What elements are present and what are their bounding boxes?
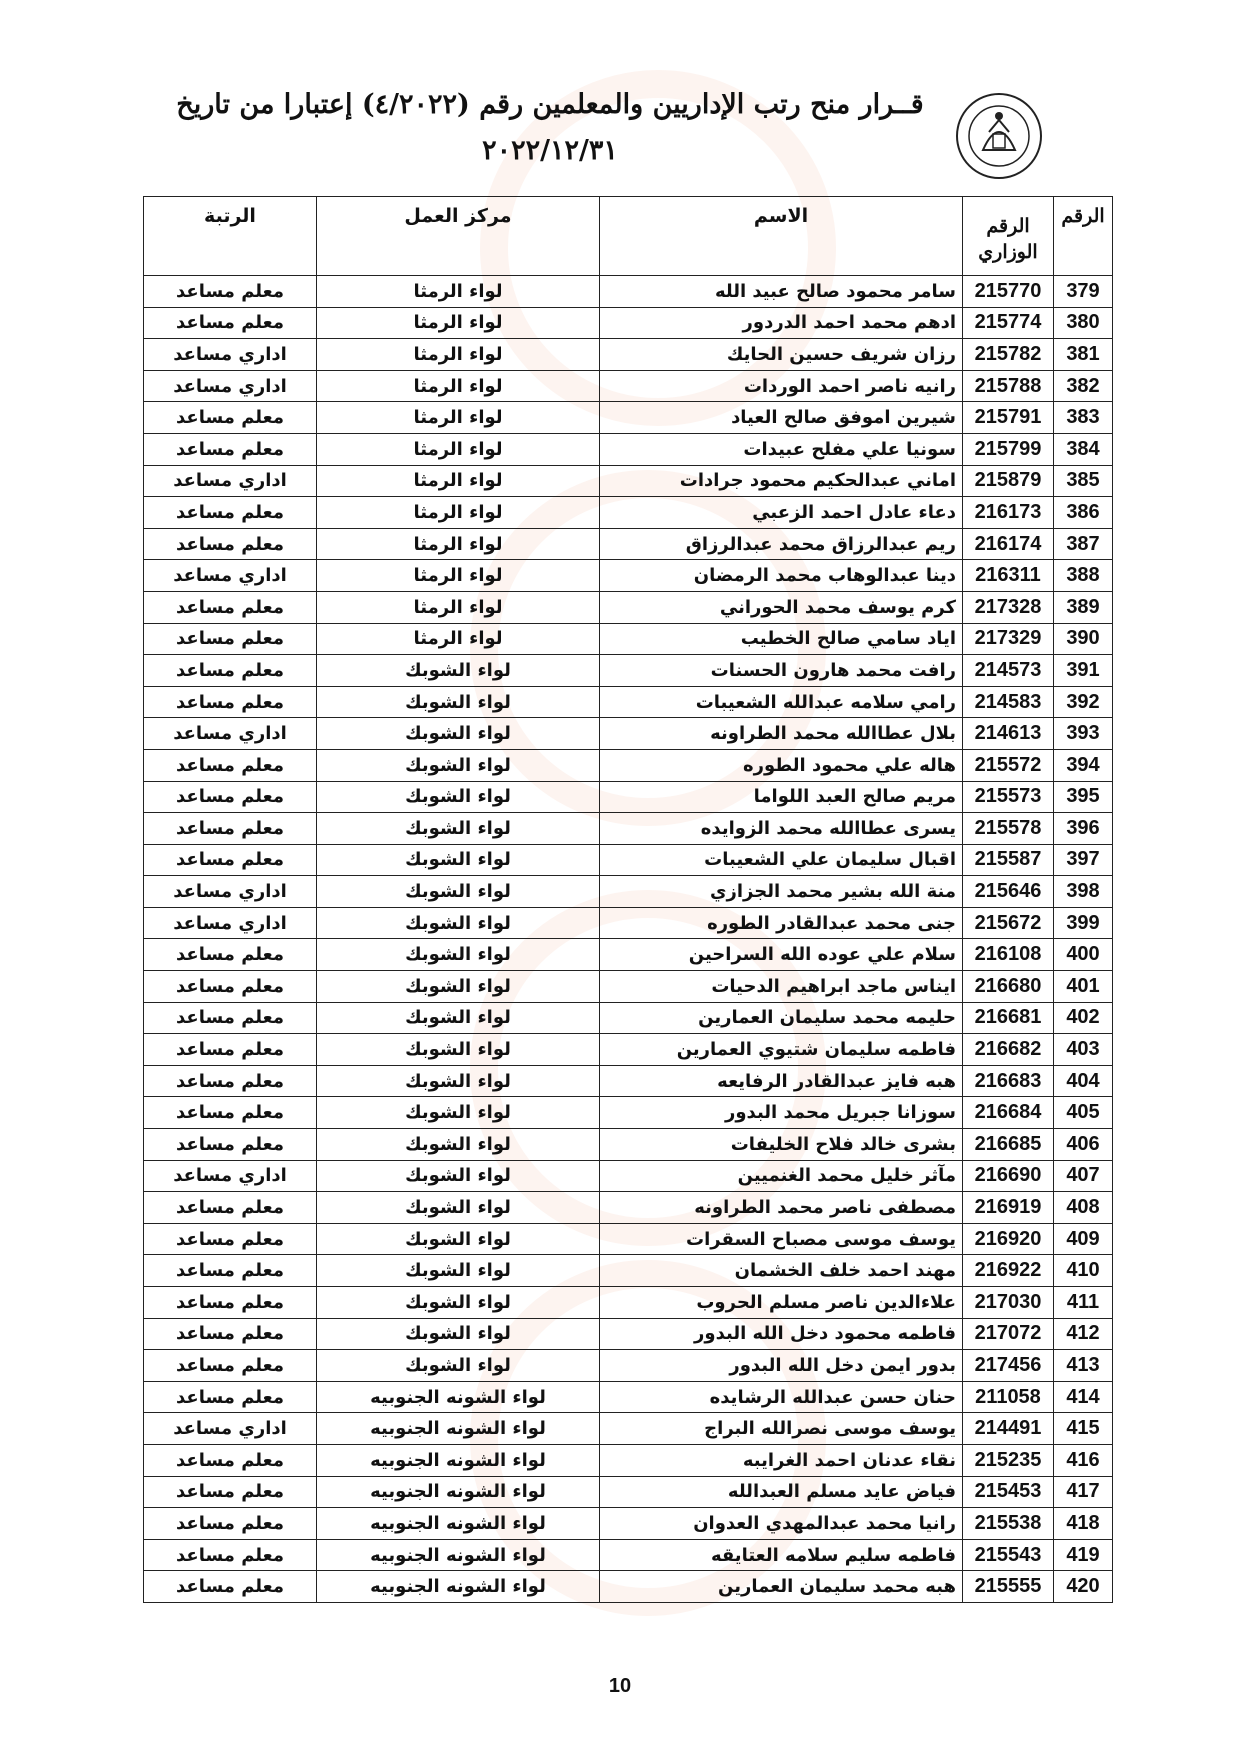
cell-rank: معلم مساعد xyxy=(144,1223,317,1255)
cell-workplace: لواء الرمثا xyxy=(317,465,600,497)
cell-ministry-id: 215587 xyxy=(963,844,1054,876)
cell-workplace: لواء الشوبك xyxy=(317,1034,600,1066)
table-row xyxy=(144,1444,1113,1476)
cell-workplace: لواء الشوبك xyxy=(317,718,600,750)
cell-rank: معلم مساعد xyxy=(144,1476,317,1508)
cell-workplace: لواء الرمثا xyxy=(317,497,600,529)
table-row xyxy=(144,528,1113,560)
cell-workplace: لواء الرمثا xyxy=(317,402,600,434)
cell-ministry-id: 216680 xyxy=(963,971,1054,1003)
cell-name: مريم صالح العبد اللواما xyxy=(600,781,963,813)
header-no: الرقم xyxy=(1054,197,1113,276)
table-row xyxy=(144,876,1113,908)
cell-ministry-id: 214573 xyxy=(963,655,1054,687)
header-workplace: مركز العمل xyxy=(317,197,600,276)
table-row xyxy=(144,971,1113,1003)
table-row xyxy=(144,497,1113,529)
cell-workplace: لواء الرمثا xyxy=(317,560,600,592)
cell-ministry-id: 216919 xyxy=(963,1192,1054,1224)
cell-ministry-id: 216683 xyxy=(963,1065,1054,1097)
cell-ministry-id: 217072 xyxy=(963,1318,1054,1350)
cell-rank: معلم مساعد xyxy=(144,844,317,876)
cell-name: بدور ايمن دخل الله البدور xyxy=(600,1350,963,1382)
cell-no: 379 xyxy=(1054,276,1113,308)
cell-name: حليمه محمد سليمان العمارين xyxy=(600,1002,963,1034)
cell-ministry-id: 214613 xyxy=(963,718,1054,750)
cell-no: 381 xyxy=(1054,339,1113,371)
cell-rank: معلم مساعد xyxy=(144,1255,317,1287)
header-id-line-2: الوزاري xyxy=(978,242,1038,263)
cell-ministry-id: 216922 xyxy=(963,1255,1054,1287)
table-row xyxy=(144,1129,1113,1161)
cell-workplace: لواء الرمثا xyxy=(317,339,600,371)
cell-rank: اداري مساعد xyxy=(144,370,317,402)
cell-no: 407 xyxy=(1054,1160,1113,1192)
cell-name: ادهم محمد احمد الدردور xyxy=(600,307,963,339)
table-row xyxy=(144,844,1113,876)
table-row xyxy=(144,1381,1113,1413)
cell-ministry-id: 216685 xyxy=(963,1129,1054,1161)
cell-no: 383 xyxy=(1054,402,1113,434)
cell-name: سلام علي عوده الله السراحين xyxy=(600,939,963,971)
cell-ministry-id: 216108 xyxy=(963,939,1054,971)
cell-name: رانيا محمد عبدالمهدي العدوان xyxy=(600,1508,963,1540)
cell-rank: معلم مساعد xyxy=(144,1318,317,1350)
cell-name: جنى محمد عبدالقادر الطوره xyxy=(600,907,963,939)
table-row xyxy=(144,686,1113,718)
table-row xyxy=(144,1476,1113,1508)
cell-rank: معلم مساعد xyxy=(144,307,317,339)
cell-workplace: لواء الشونه الجنوبيه xyxy=(317,1508,600,1540)
cell-ministry-id: 215672 xyxy=(963,907,1054,939)
table-row xyxy=(144,1160,1113,1192)
cell-workplace: لواء الشوبك xyxy=(317,1065,600,1097)
cell-rank: معلم مساعد xyxy=(144,1571,317,1603)
cell-rank: اداري مساعد xyxy=(144,876,317,908)
table-row xyxy=(144,433,1113,465)
cell-ministry-id: 215782 xyxy=(963,339,1054,371)
cell-no: 410 xyxy=(1054,1255,1113,1287)
cell-workplace: لواء الشوبك xyxy=(317,1002,600,1034)
table-row xyxy=(144,307,1113,339)
cell-no: 393 xyxy=(1054,718,1113,750)
cell-name: سامر محمود صالح عبيد الله xyxy=(600,276,963,308)
cell-workplace: لواء الرمثا xyxy=(317,528,600,560)
cell-ministry-id: 216311 xyxy=(963,560,1054,592)
cell-rank: معلم مساعد xyxy=(144,781,317,813)
cell-no: 409 xyxy=(1054,1223,1113,1255)
table-header-row xyxy=(144,197,1113,276)
cell-rank: معلم مساعد xyxy=(144,591,317,623)
cell-rank: معلم مساعد xyxy=(144,1539,317,1571)
page-title xyxy=(150,82,950,174)
cell-name: اقبال سليمان علي الشعيبات xyxy=(600,844,963,876)
cell-rank: معلم مساعد xyxy=(144,623,317,655)
cell-workplace: لواء الشونه الجنوبيه xyxy=(317,1381,600,1413)
cell-ministry-id: 215572 xyxy=(963,749,1054,781)
cell-name: مآثر خليل محمد الغنميين xyxy=(600,1160,963,1192)
cell-workplace: لواء الشوبك xyxy=(317,1255,600,1287)
cell-workplace: لواء الشوبك xyxy=(317,1160,600,1192)
cell-rank: اداري مساعد xyxy=(144,339,317,371)
ministry-seal-icon xyxy=(955,92,1043,180)
cell-ministry-id: 215578 xyxy=(963,813,1054,845)
cell-name: ايناس ماجد ابراهيم الدحيات xyxy=(600,971,963,1003)
cell-ministry-id: 216681 xyxy=(963,1002,1054,1034)
cell-name: مهند احمد خلف الخشمان xyxy=(600,1255,963,1287)
table-row xyxy=(144,1413,1113,1445)
cell-no: 387 xyxy=(1054,528,1113,560)
cell-ministry-id: 215791 xyxy=(963,402,1054,434)
cell-name: فياض عايد مسلم العبدالله xyxy=(600,1476,963,1508)
cell-no: 392 xyxy=(1054,686,1113,718)
cell-name: شيرين اموفق صالح العياد xyxy=(600,402,963,434)
cell-name: يوسف موسى نصرالله البراج xyxy=(600,1413,963,1445)
cell-workplace: لواء الرمثا xyxy=(317,276,600,308)
table-row xyxy=(144,1223,1113,1255)
cell-ministry-id: 214491 xyxy=(963,1413,1054,1445)
cell-ministry-id: 217328 xyxy=(963,591,1054,623)
table-row xyxy=(144,623,1113,655)
cell-ministry-id: 215543 xyxy=(963,1539,1054,1571)
cell-no: 416 xyxy=(1054,1444,1113,1476)
cell-no: 386 xyxy=(1054,497,1113,529)
cell-ministry-id: 215453 xyxy=(963,1476,1054,1508)
cell-name: هبه محمد سليمان العمارين xyxy=(600,1571,963,1603)
cell-workplace: لواء الشوبك xyxy=(317,907,600,939)
cell-name: هبه فايز عبدالقادر الرفايعه xyxy=(600,1065,963,1097)
cell-workplace: لواء الشوبك xyxy=(317,939,600,971)
cell-name: اياد سامي صالح الخطيب xyxy=(600,623,963,655)
cell-name: علاءالدين ناصر مسلم الحروب xyxy=(600,1287,963,1319)
cell-no: 414 xyxy=(1054,1381,1113,1413)
cell-rank: معلم مساعد xyxy=(144,1129,317,1161)
cell-ministry-id: 216174 xyxy=(963,528,1054,560)
cell-ministry-id: 217329 xyxy=(963,623,1054,655)
cell-workplace: لواء الشوبك xyxy=(317,1097,600,1129)
cell-no: 399 xyxy=(1054,907,1113,939)
cell-rank: معلم مساعد xyxy=(144,276,317,308)
header-id-line-1: الرقم xyxy=(986,216,1030,237)
cell-name: حنان حسن عبدالله الرشايده xyxy=(600,1381,963,1413)
cell-workplace: لواء الرمثا xyxy=(317,307,600,339)
cell-rank: معلم مساعد xyxy=(144,686,317,718)
cell-rank: معلم مساعد xyxy=(144,749,317,781)
cell-workplace: لواء الشوبك xyxy=(317,1223,600,1255)
cell-rank: معلم مساعد xyxy=(144,971,317,1003)
cell-name: رانيه ناصر احمد الوردات xyxy=(600,370,963,402)
table-row xyxy=(144,655,1113,687)
cell-workplace: لواء الشوبك xyxy=(317,876,600,908)
cell-no: 380 xyxy=(1054,307,1113,339)
cell-name: نقاء عدنان احمد الغرايبه xyxy=(600,1444,963,1476)
table-row xyxy=(144,939,1113,971)
cell-rank: معلم مساعد xyxy=(144,528,317,560)
cell-no: 418 xyxy=(1054,1508,1113,1540)
cell-no: 403 xyxy=(1054,1034,1113,1066)
table-row xyxy=(144,813,1113,845)
cell-no: 384 xyxy=(1054,433,1113,465)
cell-workplace: لواء الشوبك xyxy=(317,1192,600,1224)
cell-name: رافت محمد هارون الحسنات xyxy=(600,655,963,687)
cell-ministry-id: 216690 xyxy=(963,1160,1054,1192)
cell-no: 394 xyxy=(1054,749,1113,781)
cell-name: كرم يوسف محمد الحوراني xyxy=(600,591,963,623)
cell-ministry-id: 215879 xyxy=(963,465,1054,497)
cell-name: سوزانا جبريل محمد البدور xyxy=(600,1097,963,1129)
cell-name: رزان شريف حسين الحايك xyxy=(600,339,963,371)
cell-no: 389 xyxy=(1054,591,1113,623)
header-ministry-id xyxy=(963,197,1054,276)
cell-workplace: لواء الشوبك xyxy=(317,813,600,845)
cell-workplace: لواء الشوبك xyxy=(317,655,600,687)
cell-name: فاطمه محمود دخل الله البدور xyxy=(600,1318,963,1350)
cell-ministry-id: 215555 xyxy=(963,1571,1054,1603)
cell-no: 388 xyxy=(1054,560,1113,592)
table-row xyxy=(144,1350,1113,1382)
cell-rank: معلم مساعد xyxy=(144,813,317,845)
cell-rank: معلم مساعد xyxy=(144,1034,317,1066)
cell-rank: اداري مساعد xyxy=(144,1160,317,1192)
header-rank: الرتبة xyxy=(144,197,317,276)
table-row xyxy=(144,749,1113,781)
cell-name: منة الله بشير محمد الجزازي xyxy=(600,876,963,908)
table-row xyxy=(144,1192,1113,1224)
cell-rank: معلم مساعد xyxy=(144,1097,317,1129)
table-row xyxy=(144,560,1113,592)
cell-ministry-id: 214583 xyxy=(963,686,1054,718)
cell-no: 408 xyxy=(1054,1192,1113,1224)
cell-rank: معلم مساعد xyxy=(144,1508,317,1540)
table-row xyxy=(144,276,1113,308)
cell-workplace: لواء الشوبك xyxy=(317,1350,600,1382)
cell-ministry-id: 216920 xyxy=(963,1223,1054,1255)
table-row xyxy=(144,370,1113,402)
ranks-table xyxy=(143,196,1113,1603)
table-row xyxy=(144,339,1113,371)
cell-name: فاطمه سليمان شتيوي العمارين xyxy=(600,1034,963,1066)
table-row xyxy=(144,1255,1113,1287)
cell-no: 385 xyxy=(1054,465,1113,497)
table-row xyxy=(144,591,1113,623)
cell-no: 405 xyxy=(1054,1097,1113,1129)
cell-rank: اداري مساعد xyxy=(144,1413,317,1445)
cell-workplace: لواء الرمثا xyxy=(317,433,600,465)
cell-workplace: لواء الشوبك xyxy=(317,1318,600,1350)
cell-name: ريم عبدالرزاق محمد عبدالرزاق xyxy=(600,528,963,560)
cell-no: 420 xyxy=(1054,1571,1113,1603)
cell-no: 396 xyxy=(1054,813,1113,845)
cell-ministry-id: 215573 xyxy=(963,781,1054,813)
cell-workplace: لواء الشونه الجنوبيه xyxy=(317,1413,600,1445)
cell-rank: اداري مساعد xyxy=(144,907,317,939)
cell-name: يسرى عطاالله محمد الزوايده xyxy=(600,813,963,845)
cell-no: 419 xyxy=(1054,1539,1113,1571)
cell-rank: معلم مساعد xyxy=(144,1065,317,1097)
cell-no: 398 xyxy=(1054,876,1113,908)
cell-name: بلال عطاالله محمد الطراونه xyxy=(600,718,963,750)
cell-no: 395 xyxy=(1054,781,1113,813)
cell-workplace: لواء الرمثا xyxy=(317,591,600,623)
table-row xyxy=(144,781,1113,813)
cell-workplace: لواء الشوبك xyxy=(317,971,600,1003)
cell-ministry-id: 215799 xyxy=(963,433,1054,465)
cell-no: 417 xyxy=(1054,1476,1113,1508)
table-row xyxy=(144,1508,1113,1540)
cell-ministry-id: 216173 xyxy=(963,497,1054,529)
cell-ministry-id: 215774 xyxy=(963,307,1054,339)
cell-ministry-id: 215235 xyxy=(963,1444,1054,1476)
cell-rank: معلم مساعد xyxy=(144,1192,317,1224)
cell-rank: معلم مساعد xyxy=(144,655,317,687)
cell-rank: اداري مساعد xyxy=(144,560,317,592)
cell-workplace: لواء الرمثا xyxy=(317,370,600,402)
cell-no: 404 xyxy=(1054,1065,1113,1097)
cell-no: 415 xyxy=(1054,1413,1113,1445)
table-row xyxy=(144,1318,1113,1350)
cell-workplace: لواء الشوبك xyxy=(317,686,600,718)
cell-name: هاله علي محمود الطوره xyxy=(600,749,963,781)
table-row xyxy=(144,402,1113,434)
cell-workplace: لواء الشوبك xyxy=(317,749,600,781)
cell-no: 401 xyxy=(1054,971,1113,1003)
cell-workplace: لواء الشونه الجنوبيه xyxy=(317,1476,600,1508)
cell-workplace: لواء الرمثا xyxy=(317,623,600,655)
cell-workplace: لواء الشونه الجنوبيه xyxy=(317,1571,600,1603)
cell-workplace: لواء الشونه الجنوبيه xyxy=(317,1539,600,1571)
cell-rank: معلم مساعد xyxy=(144,402,317,434)
cell-no: 412 xyxy=(1054,1318,1113,1350)
cell-rank: اداري مساعد xyxy=(144,465,317,497)
cell-rank: اداري مساعد xyxy=(144,718,317,750)
table-row xyxy=(144,1097,1113,1129)
cell-workplace: لواء الشوبك xyxy=(317,844,600,876)
cell-name: فاطمه سليم سلامه العتايقه xyxy=(600,1539,963,1571)
cell-workplace: لواء الشوبك xyxy=(317,1287,600,1319)
cell-workplace: لواء الشوبك xyxy=(317,781,600,813)
cell-name: مصطفى ناصر محمد الطراونه xyxy=(600,1192,963,1224)
cell-name: دينا عبدالوهاب محمد الرمضان xyxy=(600,560,963,592)
cell-rank: معلم مساعد xyxy=(144,1381,317,1413)
cell-no: 397 xyxy=(1054,844,1113,876)
cell-ministry-id: 215788 xyxy=(963,370,1054,402)
cell-ministry-id: 211058 xyxy=(963,1381,1054,1413)
cell-name: يوسف موسى مصباح السقرات xyxy=(600,1223,963,1255)
cell-name: سونيا علي مفلح عبيدات xyxy=(600,433,963,465)
table-row xyxy=(144,1539,1113,1571)
page-number: 10 xyxy=(608,1675,632,1697)
cell-ministry-id: 215646 xyxy=(963,876,1054,908)
cell-ministry-id: 216682 xyxy=(963,1034,1054,1066)
cell-rank: معلم مساعد xyxy=(144,497,317,529)
table-row xyxy=(144,1034,1113,1066)
table-row xyxy=(144,1571,1113,1603)
cell-rank: معلم مساعد xyxy=(144,1002,317,1034)
cell-rank: معلم مساعد xyxy=(144,1287,317,1319)
table-row xyxy=(144,465,1113,497)
cell-rank: معلم مساعد xyxy=(144,939,317,971)
table-row xyxy=(144,1002,1113,1034)
cell-no: 391 xyxy=(1054,655,1113,687)
cell-no: 382 xyxy=(1054,370,1113,402)
cell-name: رامي سلامه عبدالله الشعيبات xyxy=(600,686,963,718)
cell-no: 402 xyxy=(1054,1002,1113,1034)
cell-rank: معلم مساعد xyxy=(144,433,317,465)
table-row xyxy=(144,1287,1113,1319)
cell-no: 406 xyxy=(1054,1129,1113,1161)
table-row xyxy=(144,1065,1113,1097)
cell-workplace: لواء الشوبك xyxy=(317,1129,600,1161)
cell-no: 413 xyxy=(1054,1350,1113,1382)
cell-ministry-id: 216684 xyxy=(963,1097,1054,1129)
title-line-1: قــرار منح رتب الإداريين والمعلمين رقم (٤/٢٠٢٢) إعتبارا من تاريخ xyxy=(176,89,924,120)
cell-no: 400 xyxy=(1054,939,1113,971)
cell-workplace: لواء الشونه الجنوبيه xyxy=(317,1444,600,1476)
cell-name: اماني عبدالحكيم محمود جرادات xyxy=(600,465,963,497)
header-name: الاسم xyxy=(600,197,963,276)
cell-name: دعاء عادل احمد الزعبي xyxy=(600,497,963,529)
cell-no: 390 xyxy=(1054,623,1113,655)
cell-rank: معلم مساعد xyxy=(144,1350,317,1382)
cell-name: بشرى خالد فلاح الخليفات xyxy=(600,1129,963,1161)
cell-ministry-id: 217030 xyxy=(963,1287,1054,1319)
cell-ministry-id: 215538 xyxy=(963,1508,1054,1540)
table-row xyxy=(144,718,1113,750)
cell-no: 411 xyxy=(1054,1287,1113,1319)
cell-ministry-id: 215770 xyxy=(963,276,1054,308)
title-line-2: ٢٠٢٢/١٢/٣١ xyxy=(482,135,618,166)
table-row xyxy=(144,907,1113,939)
cell-rank: معلم مساعد xyxy=(144,1444,317,1476)
cell-ministry-id: 217456 xyxy=(963,1350,1054,1382)
